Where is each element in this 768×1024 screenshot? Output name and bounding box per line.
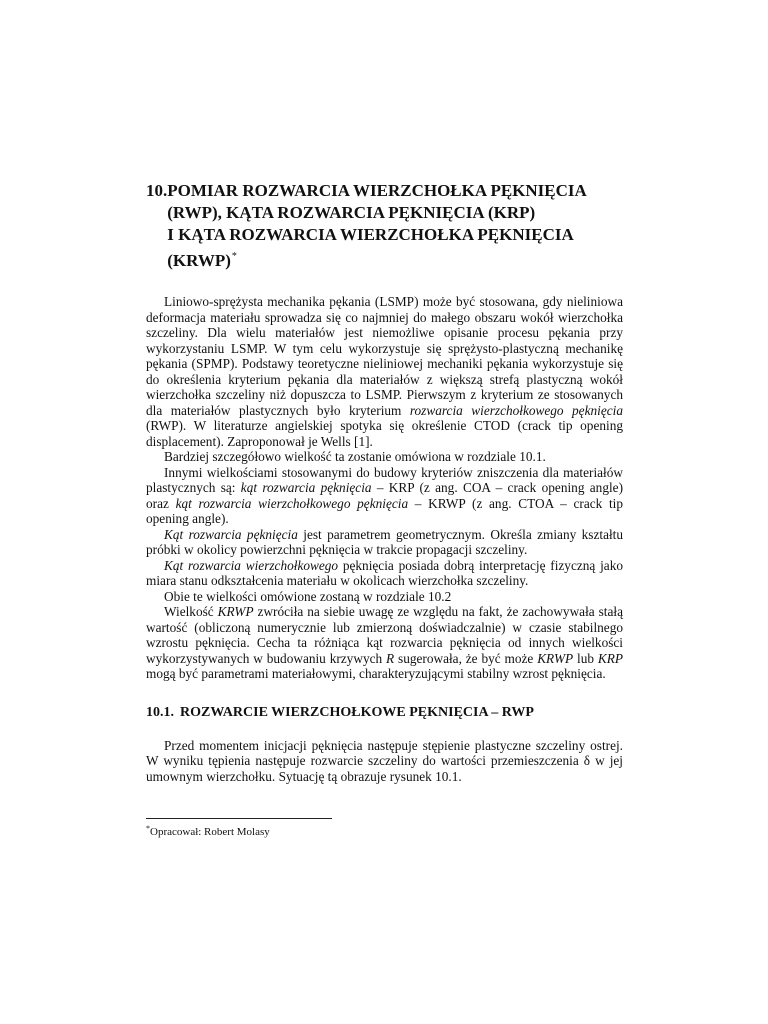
emphasis-term: kąt rozwarcia pęknięcia	[240, 480, 372, 495]
paragraph-text: Innymi wielkościami stosowanymi do budowy kryteriów zniszczenia dla materiałów plastycznych są:	[146, 464, 623, 495]
footnote	[146, 822, 270, 839]
footnote-mark: *	[146, 824, 150, 833]
emphasis-term: KRWP	[217, 604, 254, 619]
paragraph: Przed momentem inicjacji pęknięcia następuje stępienie plastyczne szczeliny ostrej. W wyniku tępienia następuje rozwarcie szczeliny do wartości przemieszczenia δ w jej umownym wierzchołku. Sytuację tą obrazuje rysunek 10.1.	[146, 737, 623, 784]
paragraph	[146, 294, 623, 449]
paragraph-text: Wielkość	[164, 604, 218, 619]
chapter-title-line: I KĄTA ROZWARCIA WIERZCHOŁKA PĘKNIĘCIA	[167, 225, 574, 244]
footnote-text: Opracował: Robert Molasy	[150, 826, 270, 838]
paragraph	[146, 527, 623, 558]
emphasis-term: Kąt rozwarcia pęknięcia	[164, 526, 298, 542]
chapter-title	[146, 180, 623, 272]
paragraph-text: – KRWP (z ang. CTOA – crack tip opening angle).	[146, 495, 623, 526]
emphasis-term: KRP	[597, 650, 624, 666]
section-number: 10.1.	[146, 704, 174, 720]
paragraph: Obie te wielkości omówione zostaną w rozdziale 10.2	[164, 588, 452, 604]
emphasis-term: R	[386, 650, 395, 666]
paragraph-text: sugerowała, że być może	[394, 650, 538, 666]
footnote-reference: *	[231, 251, 237, 262]
paragraph-text: – KRP (z ang. COA – crack opening angle) oraz	[146, 480, 623, 511]
chapter-title-line-text: (KRWP)	[167, 251, 231, 270]
paragraph	[146, 604, 623, 682]
paragraph-text: (RWP). W literaturze angielskiej spotyka się określenie CTOD (crack tip opening displacement). Zaproponował je Wells [1].	[146, 418, 623, 449]
emphasis-term: kąt rozwarcia wierzchołkowego pęknięcia	[175, 495, 409, 511]
paragraph-text: Liniowo-sprężysta mechanika pękania (LSMP) może być stosowana, gdy nieliniowa deformacja materiału sprowadza się co najmniej do małego obszaru wokół wierzchołka szczeliny. Dla wielu materiałów jest niemożliwe opisanie procesu pękania przy wykorzystaniu LSMP. W tym celu wykorzystuje się sprężysto-plastyczną mechanikę pękania (SPMP). Podstawy teoretyczne nieliniowej mechaniki pękania wykorzystuje się do określenia kryterium pękania dla materiałów z większą strefą plastyczną wokół wierzchołka szczeliny niż dopuszcza to LSMP. Pierwszym z kryterium ze stosowanych dla materiałów plastycznych było kryterium	[146, 294, 623, 418]
paragraph-text: zwróciła na siebie uwagę ze względu na fakt, że zachowywała stałą wartość (obliczoną numerycznie lub zmierzoną doświadczalnie) w czasie stabilnego wzrostu pęknięcia. Cecha ta różniąca kąt rozwarcia pęknięcia od innych wielkości wykorzystywanych w budowaniu krzywych	[146, 604, 623, 666]
paragraph-text: lub	[573, 650, 598, 666]
chapter-number: 10.	[146, 181, 168, 200]
chapter-title-lines	[167, 180, 623, 272]
section-heading	[146, 704, 623, 722]
paragraph-text: jest parametrem geometrycznym. Określa zmiany kształtu próbki w okolicy powierzchni pęknięcia w trakcie propagacji szczeliny.	[146, 526, 624, 557]
emphasis-term: KRWP	[537, 650, 574, 666]
paragraph	[146, 558, 623, 589]
chapter-title-line: POMIAR ROZWARCIA WIERZCHOŁKA PĘKNIĘCIA	[167, 181, 587, 200]
chapter-body	[146, 294, 623, 784]
paragraph-text: pęknięcia posiada dobrą interpretację fizyczną jako miara stanu odkształcenia materiału w okolicach wierzchołka szczeliny.	[146, 557, 623, 588]
emphasis-term: Kąt rozwarcia wierzchołkowego	[164, 557, 339, 573]
section-body	[146, 738, 623, 785]
paragraph	[146, 465, 623, 527]
paragraph: Bardziej szczegółowo wielkość ta zostanie omówiona w rozdziale 10.1.	[164, 449, 546, 464]
paragraph-text: mogą być parametrami materiałowymi, charakteryzującymi stabilny wzrost pęknięcia.	[146, 666, 606, 681]
section-title: ROZWARCIE WIERZCHOŁKOWE PĘKNIĘCIA – RWP	[180, 704, 534, 720]
page-content	[146, 180, 623, 784]
emphasis-term: rozwarcia wierzchołkowego pęknięcia	[409, 402, 623, 418]
chapter-title-line	[167, 246, 623, 272]
chapter-title-line: (RWP), KĄTA ROZWARCIA PĘKNIĘCIA (KRP)	[167, 203, 536, 222]
footnote-divider	[146, 818, 332, 819]
